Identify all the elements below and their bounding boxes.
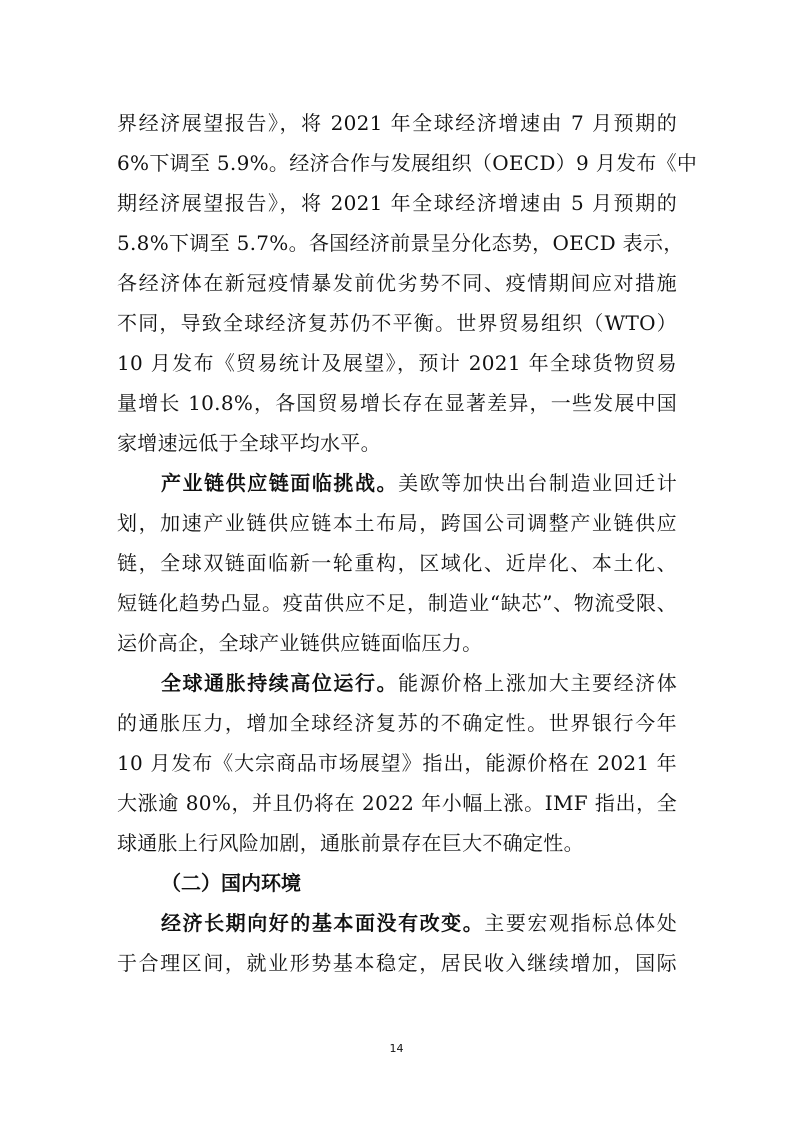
paragraph-lead: 经济长期向好的基本面没有改变。 <box>161 911 485 935</box>
paragraph-text: 主要宏观指标总体处 <box>484 911 677 935</box>
page-number: 14 <box>389 1042 404 1055</box>
text-line: 期经济展望报告》，将 2021 年全球经济增速由 5 月预期的 <box>117 191 677 215</box>
text-line: 界经济展望报告》，将 2021 年全球经济增速由 7 月预期的 <box>117 111 677 135</box>
text-line: 于合理区间，就业形势基本稳定，居民收入继续增加，国际 <box>117 951 677 975</box>
text-line <box>117 463 677 503</box>
text-line: 10 月发布《大宗商品市场展望》指出，能源价格在 2021 年 <box>117 751 677 775</box>
paragraph-lead: 产业链供应链面临挑战。 <box>161 471 399 495</box>
section-heading: （二）国内环境 <box>161 871 301 895</box>
text-line: 5.8%下调至 5.7%。各国经济前景呈分化态势，OECD 表示， <box>117 231 684 255</box>
text-line: 大涨逾 80%，并且仍将在 2022 年小幅上涨。IMF 指出，全 <box>117 791 677 815</box>
text-line: 6%下调至 5.9%。经济合作与发展组织（OECD）9 月发布《中 <box>117 151 698 175</box>
paragraph-text: 能源价格上涨加大主要经济体 <box>398 671 677 695</box>
paragraph-text: 美欧等加快出台制造业回迁计 <box>398 471 677 495</box>
text-line: 运价高企，全球产业链供应链面临压力。 <box>117 631 483 655</box>
page-body <box>117 103 698 983</box>
paragraph-lead: 全球通胀持续高位运行。 <box>161 671 399 695</box>
paragraph-inflation <box>117 663 677 863</box>
text-line: 划，加速产业链供应链本土布局，跨国公司调整产业链供应 <box>117 511 677 535</box>
text-line <box>117 903 677 943</box>
text-line: 短链化趋势凸显。疫苗供应不足，制造业“缺芯”、物流受限、 <box>117 591 677 615</box>
text-line: 各经济体在新冠疫情暴发前优劣势不同、疫情期间应对措施 <box>117 271 677 295</box>
text-line: 量增长 10.8%，各国贸易增长存在显著差异，一些发展中国 <box>117 391 677 415</box>
text-line: 链，全球双链面临新一轮重构，区域化、近岸化、本土化、 <box>117 551 677 575</box>
text-line <box>117 663 677 703</box>
text-line: 家增速远低于全球平均水平。 <box>117 431 381 455</box>
paragraph-supply-chain <box>117 463 677 663</box>
text-line: 不同，导致全球经济复苏仍不平衡。世界贸易组织（WTO） <box>117 311 677 335</box>
text-line: 10 月发布《贸易统计及展望》，预计 2021 年全球货物贸易 <box>117 351 677 375</box>
text-line: 球通胀上行风险加剧，通胀前景存在巨大不确定性。 <box>117 831 584 855</box>
paragraph-global-economy <box>117 103 698 463</box>
paragraph-domestic <box>117 903 677 983</box>
text-line: 的通胀压力，增加全球经济复苏的不确定性。世界银行今年 <box>117 711 677 735</box>
